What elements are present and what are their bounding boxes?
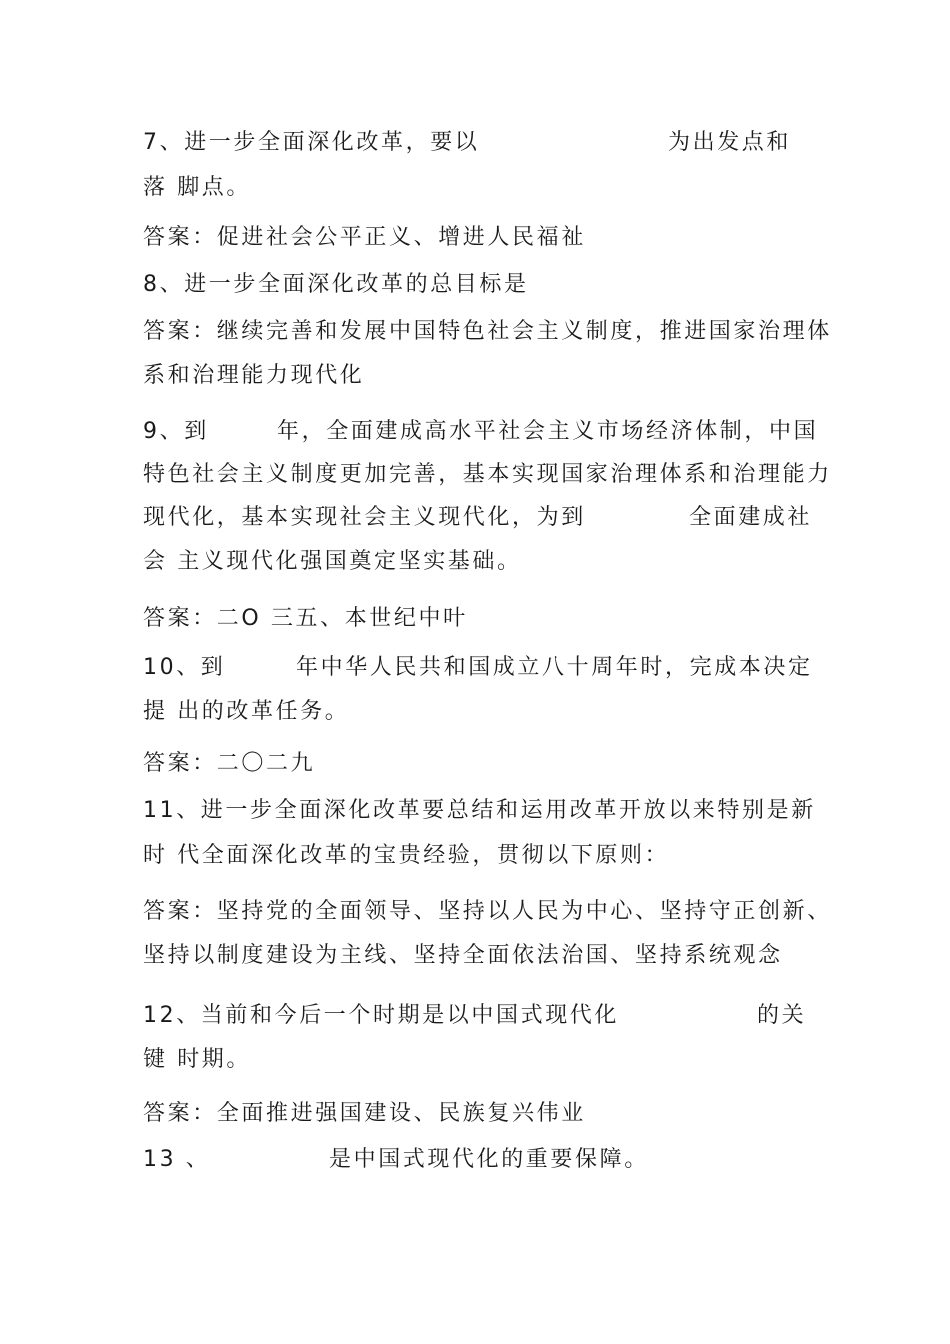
q10-answer: 答案：二〇二九 xyxy=(143,751,316,776)
q7-line-2: 落 脚点。 xyxy=(143,175,251,200)
q11-answer-line-1: 答案：坚持党的全面领导、坚持以人民为中心、坚持守正创新、 xyxy=(143,899,832,924)
q8-answer-line-1: 答案：继续完善和发展中国特色社会主义制度，推进国家治理体 xyxy=(143,319,832,344)
q9-line-1a: 9、到 xyxy=(143,419,209,444)
q10-line-1a: 10、到 xyxy=(143,655,226,680)
q8-line-1: 8、进一步全面深化改革的总目标是 xyxy=(143,272,529,297)
q12-line-2: 键 时期。 xyxy=(143,1047,251,1072)
q12-answer: 答案：全面推进强国建设、民族复兴伟业 xyxy=(143,1101,586,1126)
q10-line-2: 提 出的改革任务。 xyxy=(143,699,350,724)
q9-answer: 答案：二O 三五、本世纪中叶 xyxy=(143,606,468,631)
q12-line-1a: 12、当前和今后一个时期是以中国式现代化 xyxy=(143,1003,619,1028)
q12-line-1b: 的关 xyxy=(757,1003,807,1028)
q9-line-1b: 年，全面建成高水平社会主义市场经济体制，中国 xyxy=(277,419,819,444)
q7-line-1a: 7、进一步全面深化改革，要以 xyxy=(143,130,480,155)
q11-answer-line-2: 坚持以制度建设为主线、坚持全面依法治国、坚持系统观念 xyxy=(143,943,783,968)
q7-answer: 答案：促进社会公平正义、增进人民福祉 xyxy=(143,225,586,250)
q7-line-1b: 为出发点和 xyxy=(668,130,792,155)
q8-answer-line-2: 系和治理能力现代化 xyxy=(143,363,365,388)
q13-line-1b: 是中国式现代化的重要保障。 xyxy=(329,1147,649,1172)
q13-line-1a: 13 、 xyxy=(143,1147,211,1172)
q9-line-4: 会 主义现代化强国奠定坚实基础。 xyxy=(143,549,522,574)
q9-line-3a: 现代化，基本实现社会主义现代化，为到 xyxy=(143,505,586,530)
q9-line-3b: 全面建成社 xyxy=(689,505,813,530)
q9-line-2: 特色社会主义制度更加完善，基本实现国家治理体系和治理能力 xyxy=(143,462,832,487)
q11-line-1: 11、进一步全面深化改革要总结和运用改革开放以来特别是新 xyxy=(143,798,816,823)
q11-line-2: 时 代全面深化改革的宝贵经验，贯彻以下原则： xyxy=(143,843,670,868)
q10-line-1b: 年中华人民共和国成立八十周年时，完成本决定 xyxy=(296,655,813,680)
